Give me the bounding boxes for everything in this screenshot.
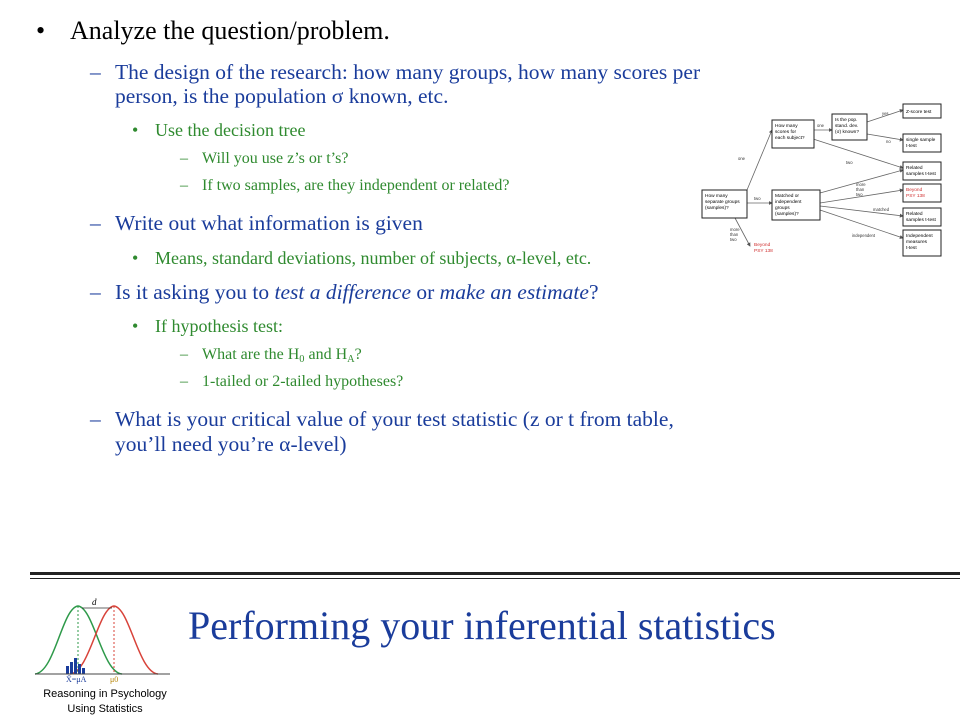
- node-related-t-bottom: Related samples t-test: [906, 212, 936, 223]
- xbar-mu-a-label: X̄=μA: [66, 675, 87, 684]
- node-related-t-top: Related samples t-test: [906, 166, 936, 177]
- node-how-many-scores: How many scores for each subject?: [775, 124, 805, 141]
- histogram-bars: [66, 658, 85, 674]
- l2-critical-line1: What is your critical value of your test statistic (z or t from table,: [115, 407, 674, 431]
- edge-more-than-two-mid: more than two: [856, 182, 866, 197]
- dash-marker: –: [90, 407, 101, 431]
- l2-design-line1: The design of the research: how many groups, how many scores per: [115, 60, 701, 84]
- edge-one-top: one: [817, 123, 824, 128]
- normal-curves-logo: [30, 588, 180, 684]
- l2-asking: Is it asking you to test a difference or make an estimate?: [115, 280, 599, 304]
- dash-marker: –: [90, 280, 101, 304]
- d-label: d: [92, 597, 97, 607]
- l2-write-info: Write out what information is given: [115, 211, 423, 235]
- edge-yes: yes: [882, 111, 889, 116]
- l1-analyze: Analyze the question/problem.: [70, 16, 390, 45]
- l4-tailed: 1-tailed or 2-tailed hypotheses?: [202, 373, 404, 390]
- bullet-marker: •: [132, 120, 139, 140]
- l2-critical-line2: you’ll need you’re α-level): [115, 432, 347, 456]
- node-pop-known: Is the pop. stand. dev. (σ) known?: [835, 118, 860, 135]
- node-beyond-top: Beyond PSY 138: [906, 188, 925, 199]
- bullet-marker: •: [132, 248, 139, 268]
- edge-two-top: two: [754, 196, 761, 201]
- divider-thick: [30, 572, 960, 575]
- divider-thin: [30, 578, 960, 579]
- edge-matched: matched: [873, 207, 890, 212]
- l3-info-list: Means, standard deviations, number of subjects, α-level, etc.: [155, 248, 592, 268]
- node-independent-t: Independent measures t-test: [906, 234, 933, 251]
- l3-if-hypothesis: If hypothesis test:: [155, 316, 283, 336]
- bullet-marker: •: [132, 316, 139, 336]
- slide-title: Performing your inferential statistics: [188, 603, 776, 648]
- l3-decision-tree: Use the decision tree: [155, 120, 306, 140]
- decision-tree-diagram: [690, 98, 946, 274]
- l4-z-or-t: Will you use z’s or t’s?: [202, 150, 349, 167]
- node-how-many-groups: How many separate groups (samples)?: [705, 194, 740, 211]
- dash-marker: –: [180, 346, 188, 363]
- footer-line1: Reasoning in Psychology: [43, 688, 167, 700]
- node-z-test: Z-score test: [906, 110, 932, 115]
- l4-hypotheses: What are the $H_0$ and $H_A$?: [202, 346, 362, 365]
- dash-marker: –: [180, 177, 188, 194]
- node-matched: Matched or independent groups (samples)?: [775, 194, 802, 217]
- l2-design-line2: person, is the population σ known, etc.: [115, 84, 449, 108]
- dash-marker: –: [90, 211, 101, 235]
- node-beyond-bottom: Beyond PSY 138: [754, 243, 773, 254]
- bullet-marker: •: [36, 16, 46, 45]
- edge-independent: independent: [852, 233, 876, 238]
- edge-two-mid: two: [846, 160, 853, 165]
- dash-marker: –: [90, 60, 101, 84]
- dash-marker: –: [180, 150, 188, 167]
- footer-label: [25, 687, 185, 717]
- footer-line2: Using Statistics: [67, 703, 143, 715]
- edge-one-left: one: [738, 156, 745, 161]
- l4-two-samples: If two samples, are they independent or related?: [202, 177, 510, 194]
- node-single-t: single sample t-test: [906, 138, 936, 149]
- edge-more-than-two-left: more than two: [730, 227, 740, 242]
- dash-marker: –: [180, 373, 188, 390]
- edge-no: no: [886, 139, 891, 144]
- mu0-label: μ0: [110, 675, 119, 684]
